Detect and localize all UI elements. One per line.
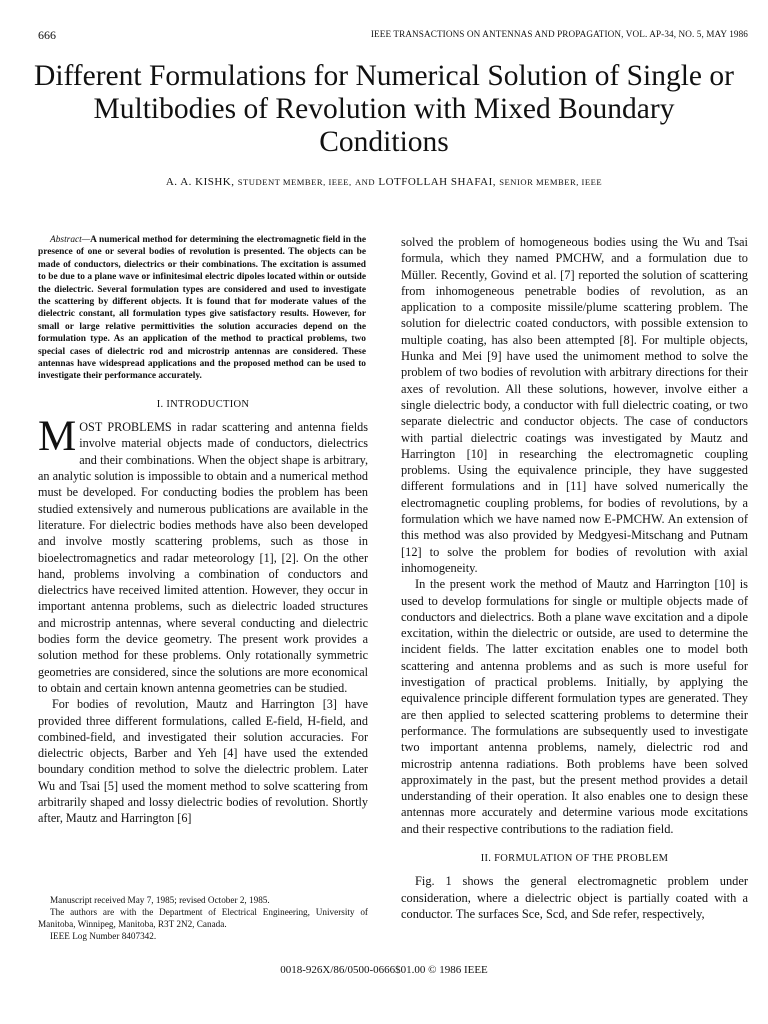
abstract xyxy=(38,234,368,383)
abstract-text: A numerical method for determining the electromagnetic field in the presence of one or several bodies of revolution is presented. The objects can be made of conductors, dielectrics or their combinations. The excitation is assumed to be due to a plane wave or infinitesimal electric dipoles located within or outside the dielectric. Several formulation types are considered and used to investigate the scattering by different objects. It is found that for moderate values of the dielectric constant, all formulation types give satisfactory results. However, for small or large relative permittivities the solution accuracies depend on the formulation type. As an application of the method to practical problems, two special cases of dielectric rod and microstrip antennas are considered. These antennas have widespread applications and the proposed method can be used to investigate their performance accurately. xyxy=(38,235,366,382)
abstract-label: Abstract— xyxy=(50,235,91,245)
intro-paragraph-2: For bodies of revolution, Mautz and Harrington [3] have provided three different formulations, called E-field, H-field, and combined-field, and investigated their solution accuracies. For dielectric objects, Barber and Yeh [4] have used the extended boundary condition method to solve the dielectric problem. Later Wu and Tsai [5] used the moment method to solve scattering from arbitrarily shaped and lossy dielectric bodies of revolution. Shortly after, Mautz and Harrington [6] xyxy=(38,697,368,826)
copyright-footer: 0018-926X/86/0500-0666$01.00 © 1986 IEEE xyxy=(280,964,488,976)
journal-info: IEEE TRANSACTIONS ON ANTENNAS AND PROPAGATION, VOL. AP-34, NO. 5, MAY 1986 xyxy=(370,29,748,39)
right-column xyxy=(401,234,748,922)
intro-paragraph-1: MOST PROBLEMS in radar scattering and antenna fields involve material objects made of conductors, dielectrics and their combinations. When the object shape is arbitrary, an analytic solution is impossible to obtain and a numerical method must be developed. For conducting bodies the problem has been studied extensively and numerous publications are available in the literature. For dielectric bodies methods have also been developed and involve mostly scattering problems, such as those in bioelectromagnetics and radar meteorology [1], [2]. On the other hand, problems involving a combination of conductors and dielectrics have received limited attention. However, they occur in important antenna problems, such as dielectric loaded structures and microstrip antennas, where several conducting and dielectric bodies form the device geometry. The present work provides a solution method for these problems. Only rotationally symmetric geometries are considered, since the solutions are more economical to obtain and certain known antenna geometries can be studied. xyxy=(38,413,368,695)
section-heading-formulation: II. FORMULATION OF THE PROBLEM xyxy=(480,852,669,864)
footnote-log-number: IEEE Log Number 8407342. xyxy=(50,931,157,941)
author-line xyxy=(0,176,768,188)
footnote-affiliation: The authors are with the Department of Electrical Engineering, University of Manitoba, Winnipeg, Manitoba, R3T 2N2, Canada. xyxy=(38,907,368,929)
author-1-role: STUDENT MEMBER, IEEE, xyxy=(237,177,352,187)
footnote-received: Manuscript received May 7, 1985; revised October 2, 1985. xyxy=(50,895,270,905)
intro-paragraph-3: solved the problem of homogeneous bodies using the Wu and Tsai formula, which they named PMCHW, and a formulation due to Müller. Recently, Govind et al. [7] reported the solution of scattering from inhomogeneous penetrable bodies of revolution, as an application to a composite missile/plume scattering problem. The solution for dielectric coated conductors, with possible extension to multiple coating, has also been attempted [8]. For multiple objects, Hunka and Mei [9] have used the unimoment method to solve the problem of two bodies of revolution with arbitrary directions for their axes of revolution. All these solutions, however, involve either a single dielectric body, a conductor with full dielectric coating, or two separate dielectric and conductor objects. The case of conductors with partial dielectric coatings was investigated by Mautz and Harrington [10] in researching the electromagnetic coupling problems. Using the equivalence principle, they have suggested different formulations and in [11] have solved numerically the electromagnetic coupling problems, for bodies of revolutions, by a formulation which we have named now E-PMCHW. An extension of this method was also provided by Medgyesi-Mitschang and Putnam [12] to solve the problem for bodies of revolution with axial inhomogeneity. xyxy=(401,235,748,575)
running-header xyxy=(38,28,748,42)
author-1: A. A. KISHK, xyxy=(165,176,235,188)
paper-title: Different Formulations for Numerical Solution of Single or Multibodies of Revolution with Mixed Boundary Conditions xyxy=(34,60,734,158)
author-conjunction: AND xyxy=(354,177,376,187)
formulation-paragraph-1: Fig. 1 shows the general electromagnetic problem under consideration, where a dielectric object is partially coated with a conductor. The surfaces Sce, Scd, and Sde refer, respectively, xyxy=(401,874,748,921)
left-column xyxy=(38,234,368,827)
page-number: 666 xyxy=(38,28,56,42)
footnotes xyxy=(38,894,368,942)
section-heading-introduction: I. INTRODUCTION xyxy=(156,398,250,410)
author-2: LOTFOLLAH SHAFAI, xyxy=(378,176,497,188)
intro-paragraph-4: In the present work the method of Mautz and Harrington [10] is used to develop formulations for single or multiple objects made of conductors and dielectrics. Both a plane wave excitation and a dipole excitation, within the dielectric or outside, are used to determine the incident fields. The latter excitation enables one to model both scattering and antenna problems and as such is more useful for investigation of practical problems. Initially, by applying the equivalence principle different formulation types are generated. They are then applied to selected scattering problems to determine their performance. The formulations are subsequently used to investigate two important antenna problems, namely, dielectric rod and microstrip antenna radiations. Both problems have been solved approximately in the past, but the present method provides a detail understanding of their operation. It also enables one to design these antennas more accurately and determine various mode excitations and their respective contributions to the radiation field. xyxy=(401,577,748,836)
author-2-role: SENIOR MEMBER, IEEE xyxy=(499,177,603,187)
